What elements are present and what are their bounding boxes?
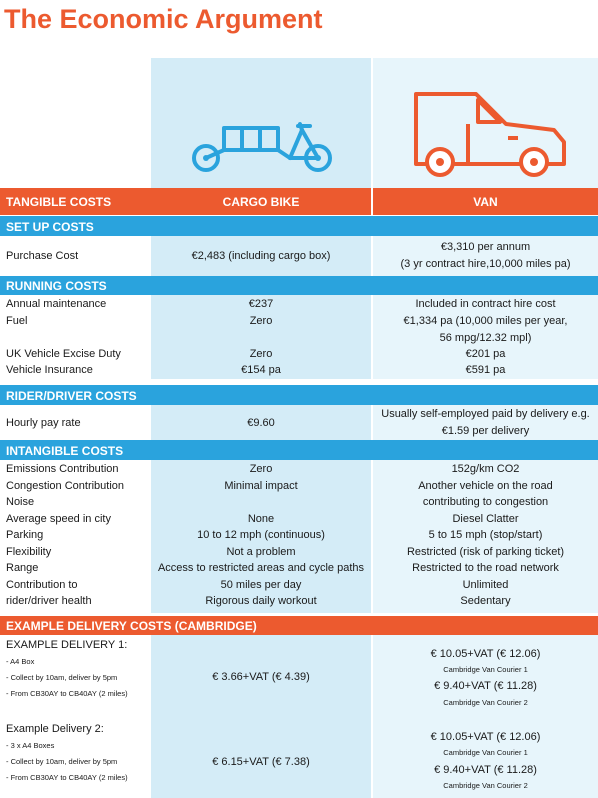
delivery-2-van-price-1: € 10.05+VAT (€ 12.06): [430, 731, 541, 743]
table-header: [0, 188, 598, 215]
intangible-van: 5 to 15 mph (stop/start): [428, 529, 543, 541]
section-title: EXAMPLE DELIVERY COSTS (CAMBRIDGE): [6, 619, 257, 633]
section-delivery-costs: [0, 616, 598, 635]
intangible-bike: 50 miles per day: [220, 579, 302, 591]
excise-duty-bike: Zero: [249, 348, 273, 360]
delivery-2-detail: - From CB30AY to CB40AY (2 miles): [6, 773, 128, 782]
intangible-label: Contribution to: [6, 579, 78, 591]
section-title: SET UP COSTS: [6, 220, 94, 234]
section-rider-driver-costs: [0, 385, 598, 405]
delivery-1-detail: - A4 Box: [6, 657, 35, 666]
delivery-1-detail: - Collect by 10am, deliver by 5pm: [6, 673, 118, 682]
intangible-label: Congestion Contribution: [6, 480, 125, 492]
intangible-van: contributing to congestion: [422, 496, 549, 508]
section-title: RUNNING COSTS: [6, 279, 107, 293]
hourly-pay-van-line1: Usually self-employed paid by delivery e.g.: [381, 408, 590, 420]
intangible-label: Parking: [6, 529, 44, 541]
van-icon: [408, 88, 570, 178]
section-setup-costs: [0, 216, 598, 236]
delivery-2-detail: - Collect by 10am, deliver by 5pm: [6, 757, 118, 766]
purchase-cost-bike: €2,483 (including cargo box): [191, 250, 331, 262]
delivery-1-van-name-2: Cambridge Van Courier 2: [443, 698, 528, 707]
section-title: INTANGIBLE COSTS: [6, 444, 124, 458]
delivery-2-title: Example Delivery 2:: [6, 723, 104, 735]
intangible-van: Sedentary: [460, 595, 511, 607]
intangible-bike: Minimal impact: [224, 480, 298, 492]
excise-duty-label: UK Vehicle Excise Duty: [6, 348, 121, 360]
purchase-cost-label: Purchase Cost: [6, 250, 79, 262]
hourly-pay-label: Hourly pay rate: [6, 417, 81, 429]
delivery-2-van-price-2: € 9.40+VAT (€ 11.28): [434, 764, 537, 776]
insurance-van: €591 pa: [465, 364, 506, 376]
fuel-van-line1: €1,334 pa (10,000 miles per year,: [403, 315, 568, 327]
purchase-cost-van-line1: €3,310 per annum: [440, 241, 531, 253]
intangible-bike: None: [247, 513, 275, 525]
annual-maintenance-bike: €237: [248, 298, 274, 310]
annual-maintenance-label: Annual maintenance: [6, 298, 107, 310]
intangible-label: Range: [6, 562, 39, 574]
header-divider: [371, 188, 373, 215]
intangible-van: Unlimited: [462, 579, 509, 591]
delivery-2-detail: - 3 x A4 Boxes: [6, 741, 55, 750]
section-running-costs: [0, 276, 598, 295]
insurance-label: Vehicle Insurance: [6, 364, 93, 376]
header-van: VAN: [473, 195, 498, 209]
header-cargo-bike: CARGO BIKE: [222, 195, 300, 209]
section-intangible-costs: [0, 440, 598, 460]
intangible-bike: Zero: [249, 463, 273, 475]
intangible-van: Restricted (risk of parking ticket): [406, 546, 565, 558]
intangible-bike: Not a problem: [226, 546, 296, 558]
delivery-2-van-name-2: Cambridge Van Courier 2: [443, 781, 528, 790]
delivery-1-title: EXAMPLE DELIVERY 1:: [6, 639, 128, 651]
section-title: RIDER/DRIVER COSTS: [6, 389, 137, 403]
intangible-van: Another vehicle on the road: [418, 480, 553, 492]
fuel-van-line2: 56 mpg/12.32 mpl): [439, 332, 532, 344]
delivery-1-detail: - From CB30AY to CB40AY (2 miles): [6, 689, 128, 698]
delivery-1-van-price-1: € 10.05+VAT (€ 12.06): [430, 648, 541, 660]
intangible-label: Flexibility: [6, 546, 52, 558]
intangible-label: Average speed in city: [6, 513, 111, 525]
fuel-label: Fuel: [6, 315, 28, 327]
cargo-bike-icon: [190, 112, 338, 176]
intangible-bike: Access to restricted areas and cycle paths: [157, 562, 365, 574]
fuel-bike: Zero: [249, 315, 273, 327]
delivery-2-bike-price: € 6.15+VAT (€ 7.38): [212, 756, 310, 768]
delivery-2-van-name-1: Cambridge Van Courier 1: [443, 748, 528, 757]
delivery-1-bike-price: € 3.66+VAT (€ 4.39): [212, 671, 310, 683]
bike-band-delivery: [151, 635, 371, 798]
annual-maintenance-van: Included in contract hire cost: [415, 298, 556, 310]
purchase-cost-van-line2: (3 yr contract hire,10,000 miles pa): [400, 258, 571, 270]
excise-duty-van: €201 pa: [465, 348, 506, 360]
delivery-1-van-name-1: Cambridge Van Courier 1: [443, 665, 528, 674]
insurance-bike: €154 pa: [241, 364, 281, 376]
intangible-label: Noise: [6, 496, 35, 508]
intangible-van: Diesel Clatter: [452, 513, 519, 525]
intangible-van: Restricted to the road network: [412, 562, 559, 574]
hourly-pay-van-line2: €1.59 per delivery: [441, 425, 530, 437]
hourly-pay-bike: €9.60: [247, 417, 275, 429]
delivery-1-van-price-2: € 9.40+VAT (€ 11.28): [434, 680, 537, 692]
intangible-label: rider/driver health: [6, 595, 92, 607]
intangible-label: Emissions Contribution: [6, 463, 119, 475]
header-tangible-costs: TANGIBLE COSTS: [6, 195, 112, 209]
intangible-bike: Rigorous daily workout: [205, 595, 317, 607]
intangible-bike: 10 to 12 mph (continuous): [197, 529, 325, 541]
page-title: The Economic Argument: [4, 4, 323, 34]
intangible-van: 152g/km CO2: [451, 463, 520, 475]
